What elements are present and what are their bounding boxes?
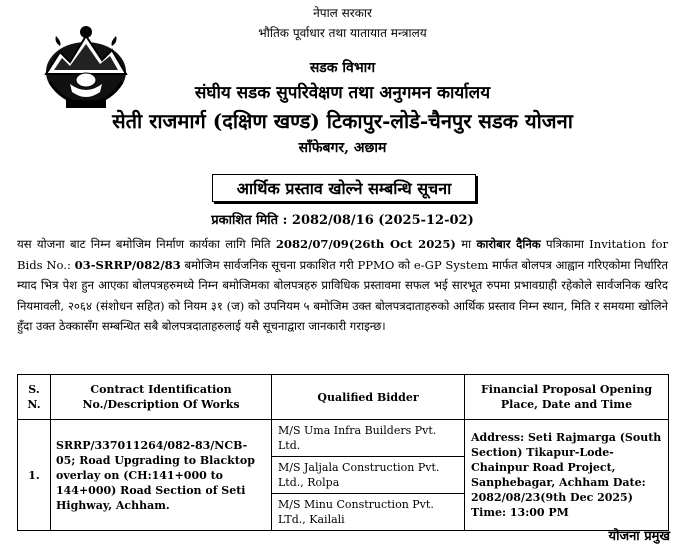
project-name: सेती राजमार्ग (दक्षिण खण्ड) टिकापुर-लोडे-चैनपुर सडक योजना	[112, 109, 573, 133]
published-date: प्रकाशित मिति : 2082/08/16 (2025-12-02)	[211, 213, 474, 228]
bidder-item: M/S Minu Construction Pvt. LTd., Kailali	[278, 498, 434, 526]
ministry-name: भौतिक पूर्वाधार तथा यातायात मन्त्रालय	[258, 26, 427, 40]
header-bidder: Qualified Bidder	[272, 375, 465, 420]
row-opening: Address: Seti Rajmarga (South Section) Tikapur-Lode-Chainpur Road Project, Sanphebagar, Achham Date: 2082/08/23(9th Dec 2025) Time: 13:00 PM	[465, 420, 669, 531]
body-text-1: यस योजना बाट निम्न बमोजिम निर्माण कार्यका लागि मिति	[17, 237, 276, 251]
header-contract: Contract Identification No./Description Of Works	[51, 375, 272, 420]
qualified-bidders-table	[17, 374, 669, 531]
newspaper-name: कारोबार दैनिक	[476, 237, 541, 251]
body-text-4: बमोजिम सार्वजनिक सूचना प्रकाशित गरी PPMO को e-GP System मार्फत बोलपत्र आह्वान गरिएकोमा निर्धारित म्याद भित्र पेश हुन आएका बोलपत्रहरुमध्ये निम्न बमोजिमका बोलपत्रहरु प्राविधिक प्रस्तावमा सफल भई सारभूत रुपमा प्रभावग्राही रहेकोले सार्वजनिक खरिद नियमावली, २०६४ (संशोधन सहित) को नियम ३१ (ज) को उपनियम ५ बमोजिम उक्त बोलपत्रदाताहरुको आर्थिक प्रस्ताव निम्न स्थान, मिति र समयमा खोलिने हुँदा उक्त ठेक्कासँग सम्बन्धित सबै बोलपत्रदाताहरुलाई यसै सूचनाद्वारा जानकारी गराइन्छ।	[17, 257, 669, 334]
bidder-item: M/S Jaljala Construction Pvt. Ltd., Rolpa	[272, 457, 464, 494]
ifb-number: 03-SRRP/082/83	[74, 257, 181, 272]
ifb-date: 2082/07/09(26th Oct 2025)	[275, 237, 456, 251]
office-name: संघीय सडक सुपरिवेक्षण तथा अनुगमन कार्यालय	[194, 83, 491, 103]
row-bidders	[272, 420, 465, 531]
notice-body	[17, 234, 668, 337]
table-header-row	[18, 375, 669, 420]
body-text-2: मा	[455, 237, 477, 251]
row-contract: SRRP/337011264/082-83/NCB-05; Road Upgrading to Blacktop overlay on (CH:141+000 to 144+000) Road Section of Seti Highway, Achham.	[51, 420, 272, 531]
header-sn: S. N.	[18, 375, 51, 420]
row-sn: 1.	[18, 420, 51, 531]
project-location: साँफेबगर, अछाम	[298, 140, 387, 156]
government-name: नेपाल सरकार	[313, 6, 372, 20]
department-name: सडक विभाग	[309, 60, 376, 76]
signature-title: योजना प्रमुख	[608, 529, 670, 544]
bidder-item: M/S Uma Infra Builders Pvt. Ltd.	[272, 420, 464, 457]
header-opening: Financial Proposal Opening Place, Date and Time	[465, 375, 669, 420]
body-text-3: पत्रिकामा Invitation for Bids No.:	[17, 237, 669, 272]
table-row	[18, 420, 669, 531]
notice-title: आर्थिक प्रस्ताव खोल्ने सम्बन्धि सूचना	[212, 174, 476, 202]
